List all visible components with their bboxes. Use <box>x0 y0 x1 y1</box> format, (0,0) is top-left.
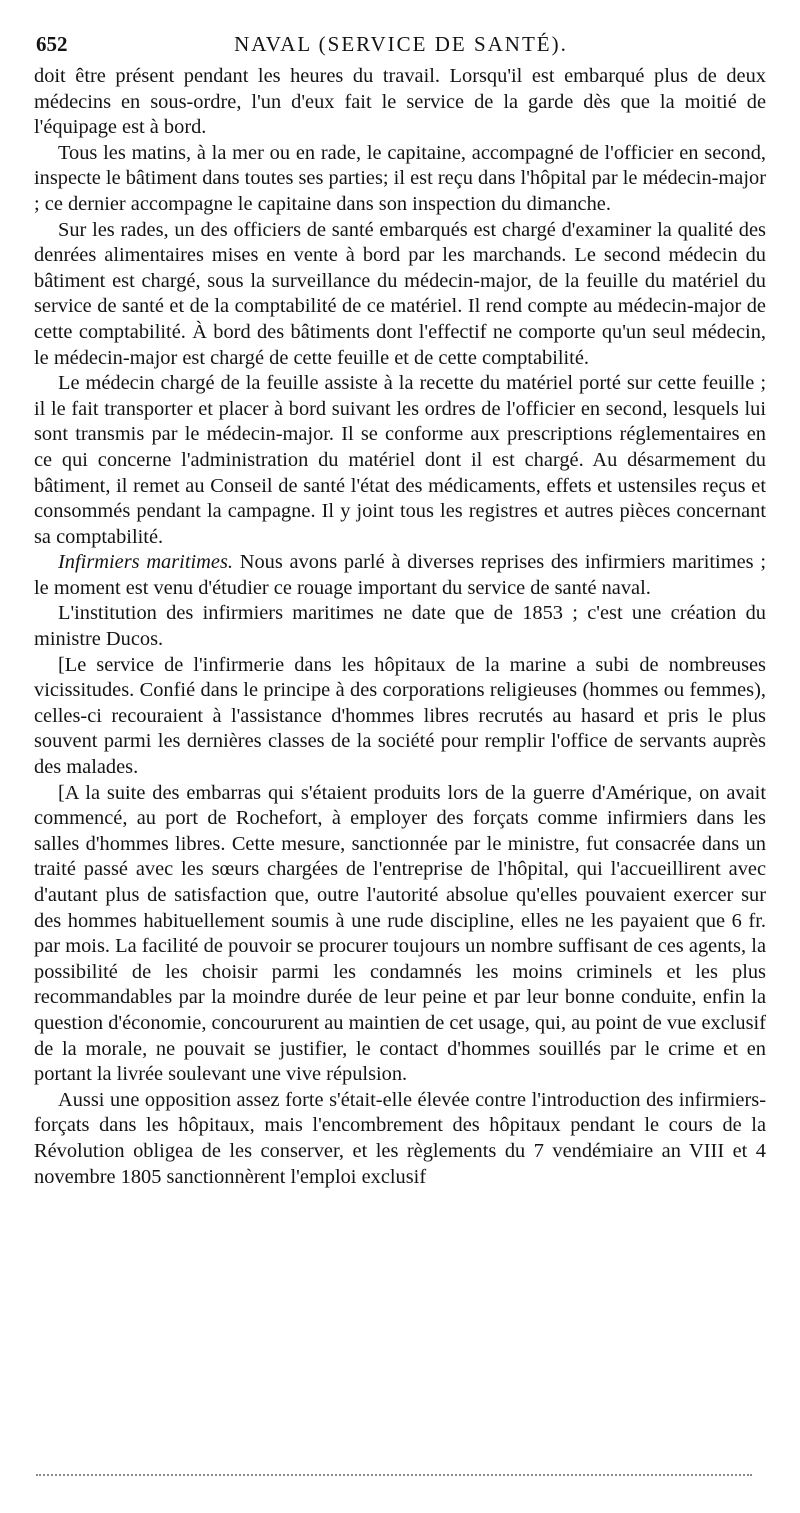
footer-rule <box>36 1474 752 1476</box>
body-text <box>34 64 766 1190</box>
paragraph <box>34 550 766 601</box>
paragraph <box>34 601 766 652</box>
running-title: NAVAL (SERVICE DE SANTÉ). <box>234 32 568 56</box>
paragraph <box>34 1088 766 1190</box>
paragraph-text: Le médecin chargé de la feuille assiste à la recette du matériel porté sur cette feuille ; il le fait transporter et placer à bord suivant les ordres de l'officier en second, lesquels lui sont transmis par le médecin-major. Il se conforme aux prescriptions réglementaires en ce qui concerne l'administration du matériel dont il est chargé. Au désarmement du bâtiment, il remet au Conseil de santé l'état des médicaments, effets et ustensiles reçus et consommés pendant la campagne. Il y joint tous les registres et autres pièces concernant sa comptabilité. <box>34 372 766 548</box>
paragraph <box>34 653 766 781</box>
paragraph-text: L'institution des infirmiers maritimes ne date que de 1853 ; c'est une création du ministre Ducos. <box>34 602 766 651</box>
paragraph-text: Nous avons parlé à diverses reprises des infirmiers maritimes ; le moment est venu d'étudier ce rouage important du service de santé naval. <box>34 551 766 599</box>
paragraph <box>34 141 766 218</box>
paragraph-text: doit être présent pendant les heures du travail. Lorsqu'il est embarqué plus de deux médecins en sous-ordre, l'un d'eux fait le service de la garde dès que la moitié de l'équipage est à bord. <box>34 65 766 139</box>
paragraph <box>34 64 766 141</box>
paragraph-text: [Le service de l'infirmerie dans les hôpitaux de la marine a subi de nombreuses vicissitudes. Confié dans le principe à des corporations religieuses (hommes ou femmes), celles-ci recouraient à l'assistance d'hommes libres recrutés au hasard et pris le plus souvent parmi les dernières classes de la société pour remplir l'office de servants auprès des malades. <box>34 653 766 779</box>
section-lead-in: Infirmiers maritimes. <box>58 551 233 574</box>
paragraph-text: Aussi une opposition assez forte s'était-elle élevée contre l'introduction des infirmiers-forçats dans les hôpitaux, mais l'encombrement des hôpitaux pendant le cours de la Révolution obligea de les conserver, et les règlements du 7 vendémiaire an VIII et 4 novembre 1805 sanctionnèrent l'emploi exclusif <box>34 1088 766 1188</box>
page-header <box>36 32 766 58</box>
page-number: 652 <box>36 32 68 56</box>
paragraph-text: [A la suite des embarras qui s'étaient produits lors de la guerre d'Amérique, on avait commencé, au port de Rochefort, à employer des forçats comme infirmiers dans les salles d'hommes libres. Cette mesure, sanctionnée par le ministre, fut consacrée dans un traité passé avec les sœurs chargées de l'entreprise de l'hôpital, qui l'accueillirent avec d'autant plus de satisfaction que, outre l'autorité absolue qu'elles pouvaient exercer sur des hommes habituellement soumis à une rude discipline, elles ne les payaient que 6 fr. par mois. La facilité de pouvoir se procurer toujours un nombre suffisant de ces agents, la possibilité de les choisir parmi les condamnés les moins criminels et les plus recommandables par la moindre durée de leur peine et par leur bonne conduite, enfin la question d'économie, concoururent au maintien de cet usage, qui, au point de vue exclusif de la morale, ne pouvait se justifier, le contact d'hommes souillés par le crime et en portant la livrée soulevant une vive répulsion. <box>34 781 766 1086</box>
paragraph <box>34 218 766 372</box>
paragraph-text: Sur les rades, un des officiers de santé embarqués est chargé d'examiner la qualité des denrées alimentaires mises en vente à bord par les marchands. Le second médecin du bâtiment est chargé, sous la surveillance du médecin-major, de la feuille du matériel du service de santé et de la comptabilité de ce matériel. Il rend compte au médecin-major de cette comptabilité. À bord des bâtiments dont l'effectif ne comporte qu'un seul médecin, le médecin-major est chargé de cette feuille et de cette comptabilité. <box>34 218 766 369</box>
paragraph <box>34 371 766 550</box>
paragraph-text: Tous les matins, à la mer ou en rade, le capitaine, accompagné de l'officier en second, inspecte le bâtiment dans toutes ses parties; il est reçu dans l'hôpital par le médecin-major ; ce dernier accompagne le capitaine dans son inspection du dimanche. <box>34 141 766 215</box>
paragraph <box>34 781 766 1088</box>
